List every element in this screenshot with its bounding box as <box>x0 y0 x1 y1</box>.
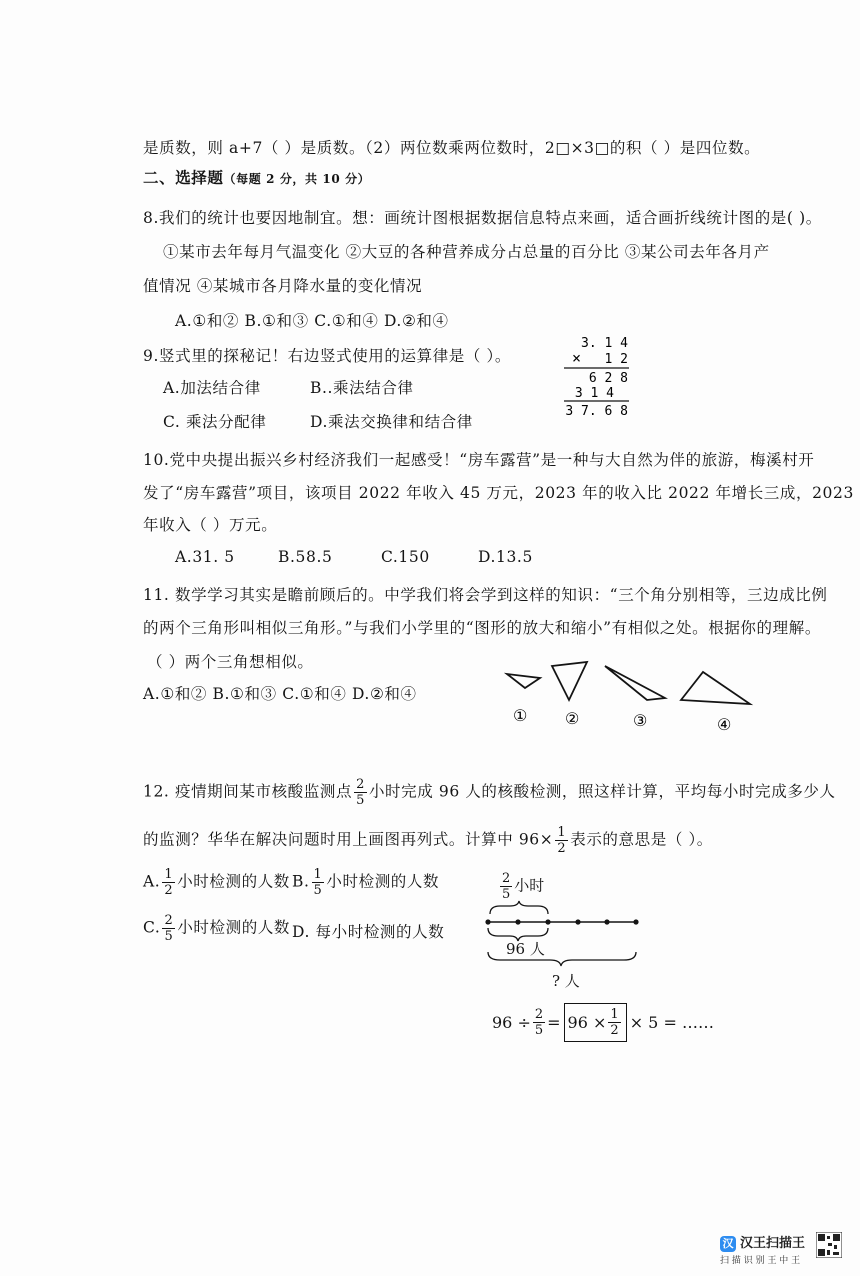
q12-option-b <box>292 868 439 897</box>
q9-option-c: C. 乘法分配律 <box>163 413 267 431</box>
triangle-label-1: ① <box>513 706 528 725</box>
brand-name: 汉王扫描王 <box>740 1236 806 1251</box>
eq-equals: = <box>547 1013 561 1032</box>
frac-num: 1 <box>610 1007 619 1022</box>
q11-options: A.①和② B.①和③ C.①和④ D.②和④ <box>143 685 417 703</box>
diagram-line-segment <box>480 900 650 972</box>
section-title <box>143 166 370 188</box>
q9-option-a: A.加法结合律 <box>163 379 261 397</box>
q9-option-b: B..乘法结合律 <box>310 379 414 397</box>
frac-den: 2 <box>610 1023 619 1038</box>
frac-num: 2 <box>164 913 174 928</box>
calc-row-4: 3 1 4 <box>574 386 614 401</box>
scanner-brand <box>720 1232 805 1252</box>
section-note: （每题 2 分，共 10 分） <box>223 172 371 186</box>
q12-option-c <box>143 914 290 943</box>
triangle-label-3: ③ <box>633 711 648 730</box>
segment-point <box>545 919 550 924</box>
segment-point <box>515 919 520 924</box>
q10-option-d: D.13.5 <box>478 548 533 566</box>
triangle-1 <box>507 674 540 688</box>
q9-vertical-calculation <box>530 334 630 422</box>
box-text: 96 × <box>567 1013 607 1032</box>
opt-fraction <box>162 914 175 943</box>
q11-line3: （ ）两个三角想相似。 <box>147 653 314 671</box>
diagram-question-label: ? 人 <box>552 972 580 990</box>
q9-option-d: D.乘法交换律和结合律 <box>310 413 473 431</box>
calc-multiply-sign: × <box>572 349 582 367</box>
q8-line2: ①某市去年每月气温变化 ②大豆的各种营养成分占总量的百分比 ③某公司去年各月产 <box>163 243 770 261</box>
q12-line1-post: 小时完成 96 人的核酸检测，照这样计算，平均每小时完成多少人 <box>368 782 836 801</box>
scanner-tagline: 扫 描 识 别 王 中 王 <box>720 1256 801 1266</box>
opt-fraction <box>312 868 325 897</box>
frac-num: 1 <box>313 867 323 882</box>
q12-option-a <box>143 868 290 897</box>
frac-num: 1 <box>557 825 567 840</box>
q9-stem: 9.竖式里的探秘记！右边竖式使用的运算律是（ ）。 <box>143 347 511 365</box>
frac-den: 5 <box>534 1023 544 1038</box>
triangle-2 <box>552 662 587 700</box>
triangle-label-4: ④ <box>717 715 732 734</box>
q10-option-a: A.31. 5 <box>175 548 235 566</box>
calc-row-3: 6 2 8 <box>588 371 628 386</box>
opt-text: 小时检测的人数 <box>326 872 440 891</box>
triangle-4 <box>681 672 750 704</box>
q12-line2-post: 表示的意思是（ ）。 <box>570 830 713 849</box>
diagram-top-fraction <box>500 872 512 901</box>
eq-start: 96 ÷ <box>492 1013 531 1032</box>
diagram-top-unit: 小时 <box>514 876 545 895</box>
q8-options: A.①和② B.①和③ C.①和④ D.②和④ <box>175 312 449 330</box>
frac-den: 2 <box>164 883 174 898</box>
top-brace <box>490 901 548 914</box>
q12-line2-pre: 的监测？华华在解决问题时用上画图再列式。计算中 96× <box>143 830 554 849</box>
diagram-top-label <box>498 872 544 901</box>
frac-den: 2 <box>557 841 567 856</box>
opt-letter: C. <box>143 918 161 937</box>
q12-fraction-half <box>555 826 568 855</box>
frac-den: 5 <box>313 883 323 898</box>
q11-line2: 的两个三角形叫相似三角形。”与我们小学里的“图形的放大和缩小”有相似之处。根据你的理解。 <box>143 619 821 637</box>
q11-line1: 11. 数学学习其实是瞻前顾后的。中学我们将会学到这样的知识：“三个角分别相等，三边成比例 <box>143 586 828 604</box>
frac-num: 2 <box>356 777 365 792</box>
q10-line2: 发了“房车露营”项目，该项目 2022 年收入 45 万元，2023 年的收入比 2022 年增长三成，2023 <box>143 484 854 502</box>
diagram-equation <box>492 1003 714 1042</box>
opt-letter: A. <box>143 872 161 891</box>
q11-triangles-figure <box>495 658 770 748</box>
triangle-label-2: ② <box>565 709 580 728</box>
calc-row-5: 3 7. 6 8 <box>565 404 628 419</box>
q8-line3: 值情况 ④某城市各月降水量的变化情况 <box>143 277 423 295</box>
eq-fraction <box>533 1008 545 1037</box>
frac-num: 2 <box>502 871 511 886</box>
segment-point <box>633 919 638 924</box>
q12-fraction-two-fifths <box>354 778 367 807</box>
q10-line3: 年收入（ ）万元。 <box>143 516 278 534</box>
qr-code-icon <box>816 1232 842 1258</box>
segment-point <box>604 919 609 924</box>
scanner-logo-icon: 汉 <box>720 1236 736 1252</box>
frac-den: 5 <box>502 887 511 902</box>
triangle-3 <box>605 666 665 700</box>
box-fraction <box>608 1008 620 1037</box>
opt-text: 小时检测的人数 <box>177 872 290 891</box>
q12-line1-pre: 12. 疫情期间某市核酸监测点 <box>143 782 353 801</box>
frac-den: 5 <box>356 793 365 808</box>
q12-line1 <box>143 778 836 807</box>
q8-stem: 8.我们的统计也要因地制宜。想：画统计图根据数据信息特点来画，适合画折线统计图的是( )。 <box>143 209 822 227</box>
opt-letter: B. <box>292 872 310 891</box>
q12-option-d: D. 每小时检测的人数 <box>292 923 445 941</box>
eq-end: × 5 = …… <box>629 1013 714 1032</box>
calc-row-2: 1 2 <box>604 352 628 367</box>
calc-row-1: 3. 1 4 <box>581 336 628 351</box>
opt-text: 小时检测的人数 <box>177 918 291 937</box>
previous-question-line: 是质数，则 a+7（ ）是质数。（2）两位数乘两位数时，2□×3□的积（ ）是四位数。 <box>143 139 761 157</box>
q10-line1: 10.党中央提出振兴乡村经济我们一起感受！“房车露营”是一种与大自然为伴的旅游，梅溪村开 <box>143 451 815 469</box>
section-title-text: 二、选择题 <box>143 168 224 187</box>
segment-point <box>485 919 490 924</box>
q12-line2 <box>143 826 713 855</box>
segment-point <box>575 919 580 924</box>
opt-fraction <box>162 868 175 897</box>
eq-highlight-box <box>564 1003 627 1042</box>
diagram-people-label: 96 人 <box>506 940 545 958</box>
frac-num: 1 <box>164 867 174 882</box>
q10-option-b: B.58.5 <box>278 548 333 566</box>
q10-option-c: C.150 <box>381 548 430 566</box>
frac-num: 2 <box>534 1007 544 1022</box>
frac-den: 5 <box>164 929 174 944</box>
